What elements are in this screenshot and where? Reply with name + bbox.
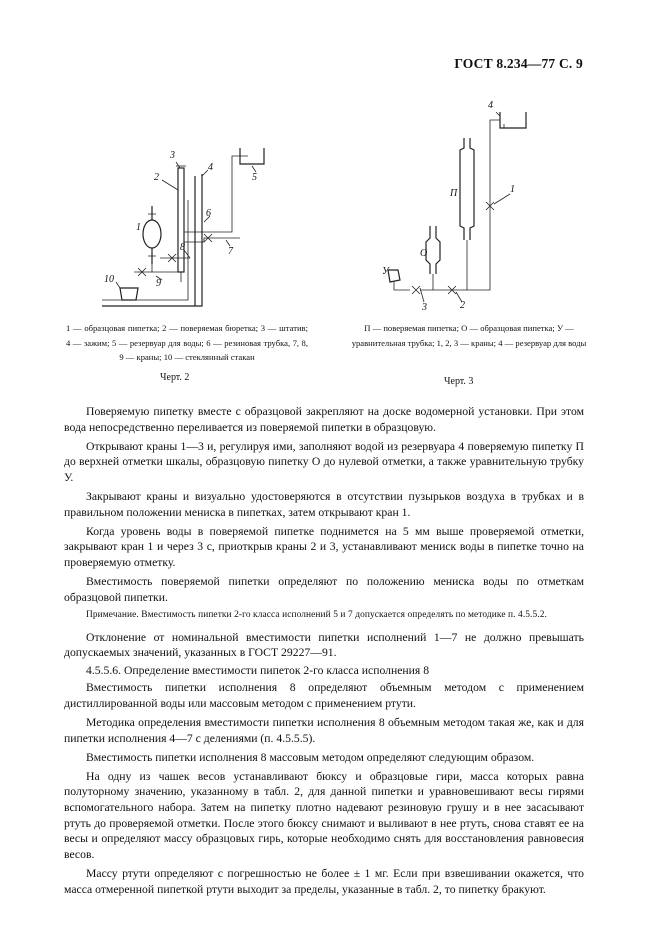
fig2-label-5: 5: [252, 172, 257, 183]
fig2-label-9: 9: [156, 278, 161, 289]
fig2-label-10: 10: [104, 274, 114, 285]
fig3-label-o: О: [420, 248, 428, 259]
pipette-bulb: [143, 220, 161, 248]
stand-outline: [102, 200, 188, 300]
fig3-label-p: П: [450, 188, 458, 199]
figure-3-svg: [360, 92, 590, 312]
fig2-label-6: 6: [206, 208, 211, 219]
tube-7: [184, 238, 240, 242]
note-paragraph: Примечание. Вместимость пипетки 2-го класса исполнений 5 и 7 допускается определять по методике п. 4.5.5.2.: [86, 609, 547, 620]
fig2-label-8: 8: [180, 242, 185, 253]
paragraph: Методика определения вместимости пипетки исполнения 8 объемным методом такая же, как и для пипетки исполнения 4—7 с делениями (п. 4.5.5.5).: [64, 716, 584, 745]
page-header: ГОСТ 8.234—77 С. 9: [454, 56, 583, 71]
section-heading: 4.5.5.6. Определение вместимости пипеток 2-го класса исполнения 8: [86, 663, 430, 677]
paragraph: Массу ртути определяют с погрешностью не более ± 1 мг. Если при взвешивании окажется, что масса отмеренной пипеткой ртути выходит за пределы, указанные в табл. 2, то пипетку бракуют.: [64, 866, 584, 896]
body-text: [64, 404, 584, 901]
fig2-label-2: 2: [154, 172, 159, 183]
fig3-label-1: 1: [510, 184, 515, 195]
fig2-label-1: 1: [136, 222, 141, 233]
supply-tube: [184, 156, 248, 232]
rubber-tube: [152, 264, 181, 272]
levelling-tube: [388, 270, 400, 282]
fig2-label-4: 4: [208, 162, 213, 173]
fig3-label-2: 2: [460, 300, 465, 311]
stand-base: [102, 174, 202, 306]
glass-beaker: [120, 288, 138, 300]
pipette-p-right: [470, 138, 474, 240]
paragraph: Вместимость пипетки исполнения 8 массовым методом определяют следующим образом.: [86, 750, 535, 764]
paragraph: Когда уровень воды в поверяемой пипетке поднимется на 5 мм выше проверяемой отметки, закрывают кран 1 и через 3 с, приоткрыв краны 2 и 3, устанавливают мениск воды в пипетке точно на проверяемую отметку.: [64, 524, 584, 569]
paragraph: Закрывают краны и визуально удостоверяются в отсутствии пузырьков воздуха в трубках и в правильном положении мениска в пипетках, затем открывают кран 1.: [64, 489, 584, 519]
paragraph: Поверяемую пипетку вместе с образцовой закрепляют на доске водомерной установки. При этом вода непосредственно переливается из поверяемой пипетки в образцовую.: [64, 405, 584, 434]
paragraph: Вместимость поверяемой пипетки определяют по положению мениска воды по отметкам образцовой пипетки.: [64, 574, 584, 604]
pipette-o-right: [436, 226, 440, 274]
figure-2-diagram: [80, 140, 330, 320]
fig3-label-3: 3: [422, 302, 427, 313]
figure-3-legend: П — поверяемая пипетка; О — образцовая пипетка; У — уравнительная трубка; 1, 2, 3 — краны; 4 — резервуар для воды: [351, 323, 587, 348]
leader-lines-3: [420, 112, 510, 302]
paragraph: На одну из чашек весов устанавливают бюксу и образцовые гири, масса которых равна полуторному значению, указанному в табл. 2, для данной пипетки и уравновешивают весы гирями вспомогательного набора. Затем на пипетку плотно надевают резиновую грушу и в нее засасывают ртуть до проверяемой отметки. После этого бюксу снимают и выливают в нее ртуть, снова ставят ее на весы и определяют массу образцовых гирь, которые необходимо снять для восстановления равновесия весов.: [64, 769, 584, 861]
figure-2-svg: [80, 140, 330, 320]
burette: [178, 168, 184, 272]
fig2-label-3: 3: [170, 150, 175, 161]
fig2-label-7: 7: [228, 246, 233, 257]
pipette-p-left: [460, 138, 464, 240]
figure-3-diagram: [360, 92, 590, 312]
valve-3: [412, 286, 420, 294]
fig3-label-u: У: [382, 266, 389, 277]
figure-2-legend: 1 — образцовая пипетка; 2 — поверяемая бюретка; 3 — штатив; 4 — зажим; 5 — резервуар для воды; 6 — резиновая трубка, 7, 8, 9 — краны; 10 — стеклянный стакан: [66, 323, 308, 362]
levelling-line: [394, 282, 410, 290]
paragraph: Вместимость пипетки исполнения 8 определяют объемным методом с применением дистиллированной воды или массовым методом с применением ртути.: [64, 681, 584, 710]
paragraph: Отклонение от номинальной вместимости пипетки исполнений 1—7 не должно превышать допускаемых значений, указанных в ГОСТ 29227—91.: [64, 630, 584, 660]
fig3-label-4: 4: [488, 100, 493, 111]
paragraph: Открывают краны 1—3 и, регулируя ими, заполняют водой из резервуара 4 поверяемую пипетку П до верхней отметки шкалы, образцовую пипетку О до нулевой отметки, а также уравнительную трубку У.: [64, 439, 584, 484]
figure-3-title: Черт. 3: [444, 376, 474, 387]
figure-2-title: Черт. 2: [160, 372, 190, 383]
